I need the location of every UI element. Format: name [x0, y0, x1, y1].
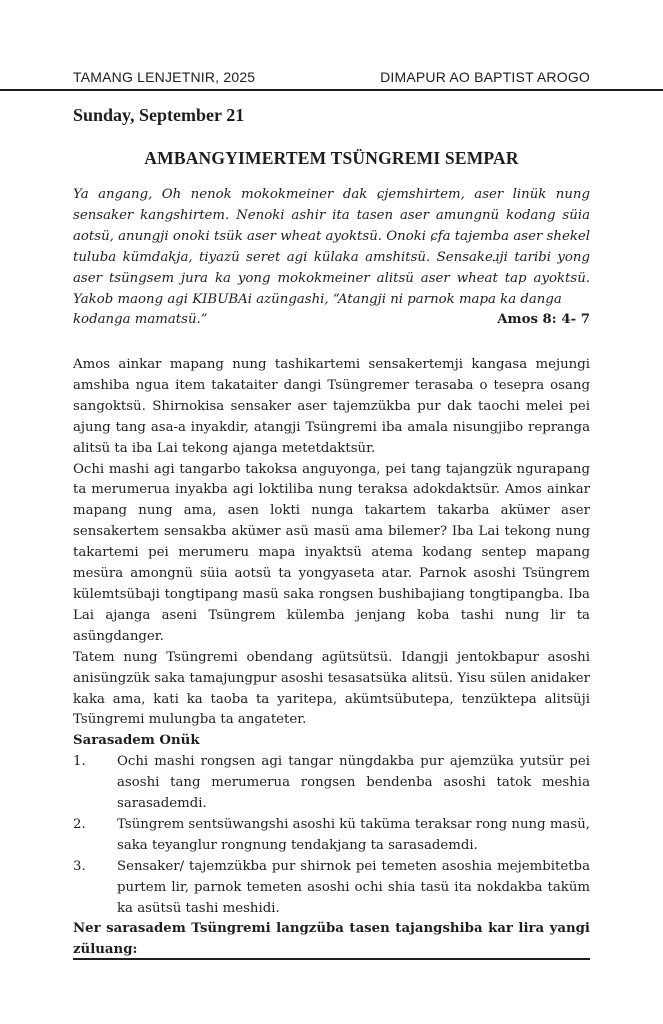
closing-question: Ner sarasadem Tsüngremi langzüba tasen tajangshiba kar lira yangi züluang:: [73, 921, 590, 958]
devotion-body: [73, 355, 590, 961]
body-paragraph: Amos ainkar mapang nung tashikartemi sensakertemji kangasa mejungi amshiba ngua item takataiter dangi Tsüngremer terasaba o tesepra osang sangoktsü. Shirnokisa sensaker aser tajemzükba pur dak taochi melei pei ajung tang asa-a inyakdir, atangji Tsüngremi iba amala nisungjibo repranga alitsü ta iba Lai tekong ajanga metetdaktsür.: [73, 357, 590, 456]
list-item-text: Ochi mashi rongsen agi tangar nüngdakba pur ajemzüka yutsür pei asoshi tang merumerua rongsen bendenba asoshi tatok meshia sarasademdi.: [117, 754, 590, 812]
scripture-passage: [73, 185, 590, 331]
scripture-text-end: kodanga mamatsü.”: [73, 312, 208, 328]
body-paragraph: Tatem nung Tsüngremi obendang agütsütsü. Idangji jentokbapur asoshi anisüngzük saka tamajungpur asoshi tesasatsüka alitsü. Yisu sülen anidaker kaka ama, kati ka taoba ta yaritepa, akümtsübutepa, tenzüktepa alitsüji Tsüngremi mulungba ta angateter.: [73, 649, 590, 728]
scripture-text: Ya angang, Oh nenok mokokmeiner dak ɕjemshirtem, aser linük nung sensaker kangshirtem. Nenoki ashir ita tasen aser amungnü kodang süia aotsü, anungji onoki tsük aser wheat ayoktsü. Onoki ɕfa tajemba aser shekel tuluba kümdakja, tiyazü seret agi külaka amshitsü. Sensakeɹji taribi yong aser tsüngsem jura ka yong mokokmeiner alitsü aser wheat tap ayoktsü. Yakob maong agi KIBUBAi azüngashi, “Atangji ni parnok mapa ka danga: [73, 187, 590, 307]
list-item: [73, 815, 590, 857]
list-item-text: Sensaker/ tajemzükba pur shirnok pei temeten asoshia mejembitetba purtem lir, parnok temeten asoshi ochi shia tasü ita nokdakba taküm ka asütsü tashi meshidi.: [117, 858, 590, 916]
reflection-list: [73, 752, 590, 919]
body-paragraph: Ochi mashi agi tangarbo takoksa anguyonga, pei tang tajangzük ngurapang ta merumerua inyakba agi loktiliba nung teraksa adokdaktsür. Amos ainkar mapang nung ama, asen lokti nunga takartem takarba aküмer aser sensakertem sensakba aküмer asü masü ama bilemer? Iba Lai tekong nung takartemi pei merumeru mapa inyaktsü atema kodang sentep mapang mesüra amongnü süia aotsü ta yongyaseta atar. Parnok asoshi Tsüngrem külemtsübaji tongtipang masü saka rongsen bushibajiang tongtipangba. Iba Lai ajanga aseni Tsüngrem külemba jenjang koba tashi nung lir ta asüngdanger.: [73, 461, 590, 644]
header-organization: DIMAPUR AO BAPTIST AROGO: [380, 69, 590, 85]
list-item: [73, 857, 590, 920]
list-item-text: Tsüngrem sentsüwangshi asoshi kü taküma teraksar rong nung masü, saka teyanglur rongnung tendakjang ta sarasademdi.: [117, 816, 590, 853]
devotion-date: Sunday, September 21: [73, 105, 245, 125]
header-publication: TAMANG LENJETNIR, 2025: [73, 69, 256, 85]
running-header: [73, 69, 590, 85]
list-item: [73, 752, 590, 815]
scripture-reference: Amos 8: 4- 7: [497, 312, 590, 328]
list-item-number: 3.: [73, 858, 86, 874]
devotion-title: AMBANGYIMERTEM TSÜNGREMI SEMPAR: [144, 148, 519, 168]
reflection-heading: Sarasadem Onük: [73, 733, 200, 749]
scripture-last-line: [73, 310, 590, 331]
answer-line: [73, 958, 590, 960]
list-item-number: 1.: [73, 754, 86, 770]
list-item-number: 2.: [73, 816, 86, 832]
header-rule: [0, 89, 663, 91]
